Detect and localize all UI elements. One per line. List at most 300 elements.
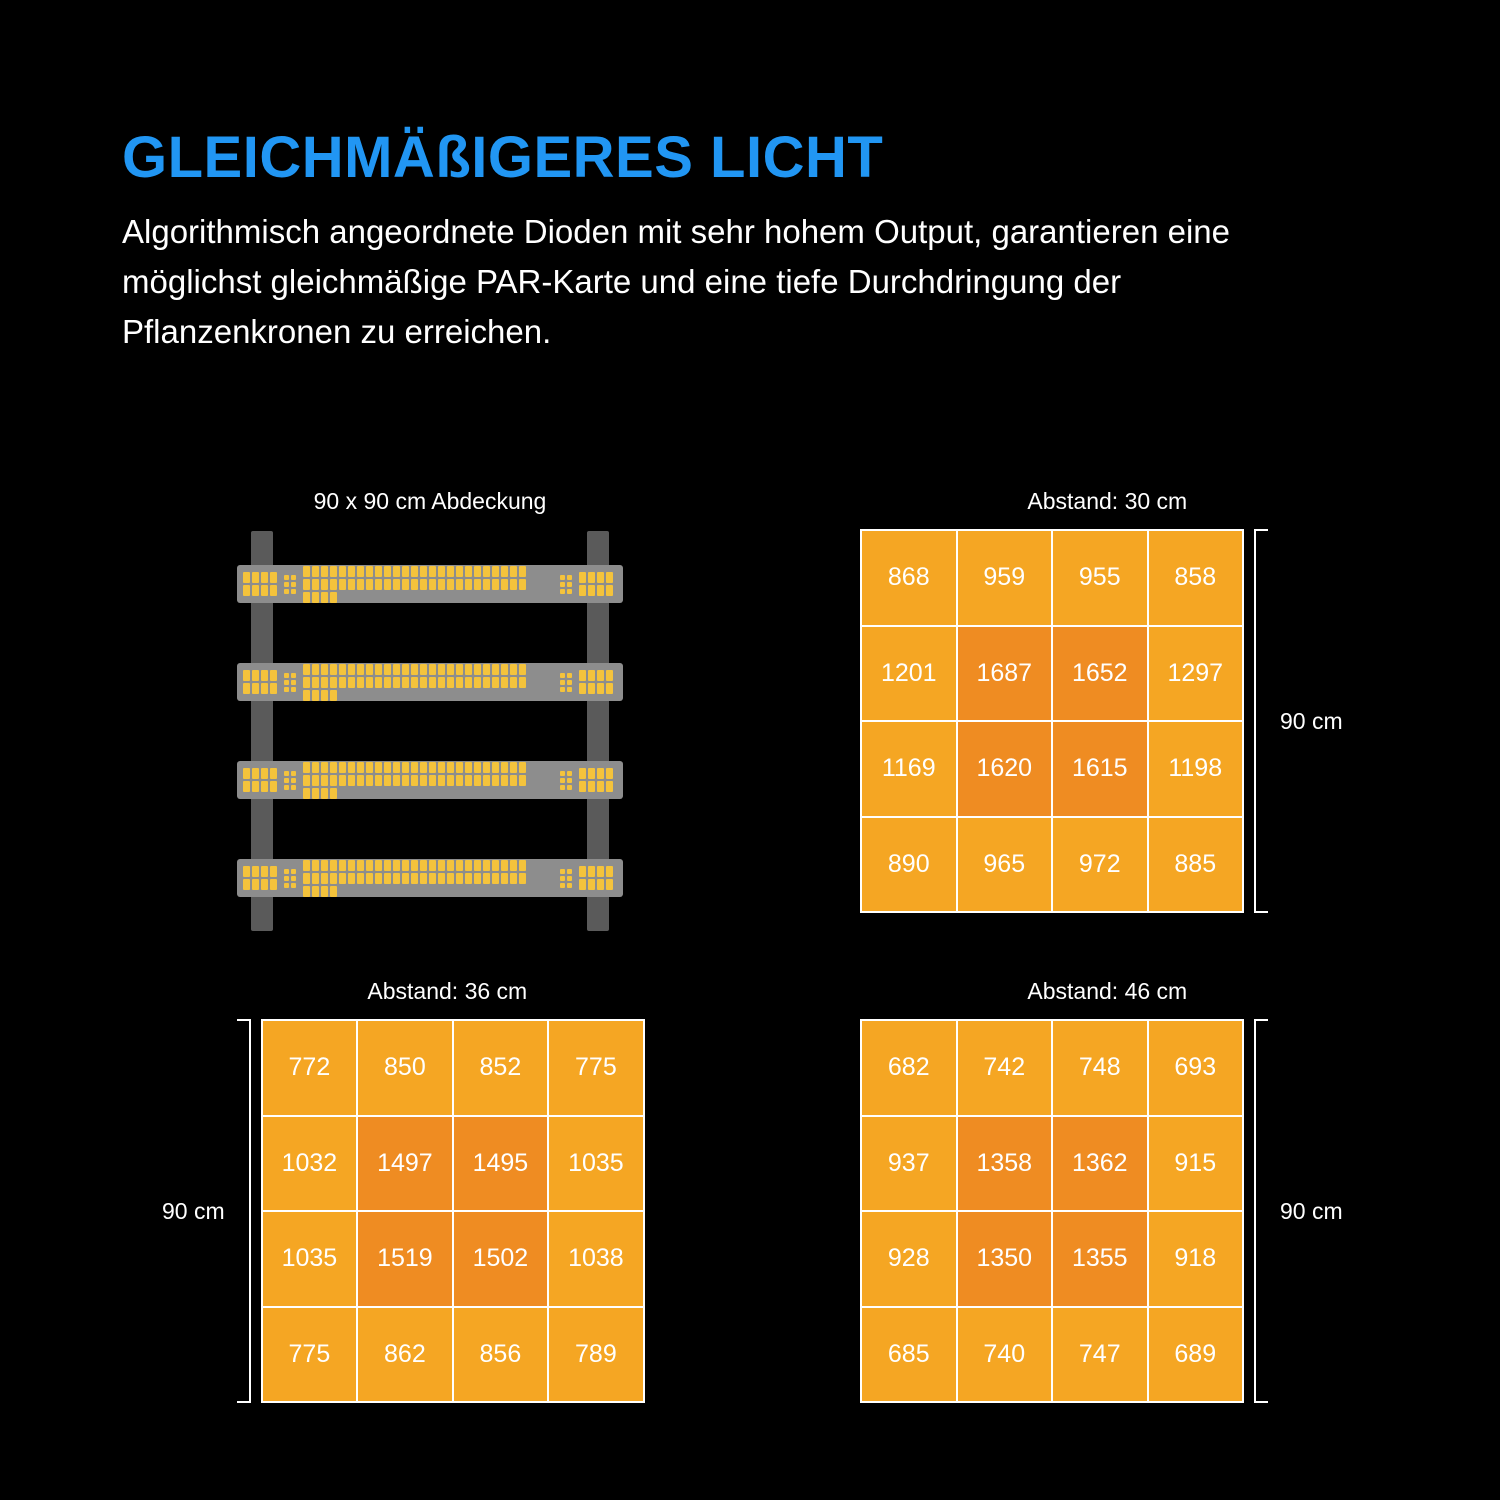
- led-bar: [237, 565, 623, 603]
- led-diode: [411, 566, 418, 577]
- led-diode: [474, 860, 481, 871]
- led-diode: [447, 579, 454, 590]
- led-diode: [429, 873, 436, 884]
- led-cluster: [579, 865, 617, 891]
- led-diode: [429, 677, 436, 688]
- led-diode: [384, 677, 391, 688]
- led-diode: [456, 873, 463, 884]
- par-cell: 1497: [358, 1117, 452, 1211]
- led-diode: [597, 866, 604, 877]
- led-diode: [321, 592, 328, 603]
- led-diode: [330, 592, 337, 603]
- led-diode: [567, 575, 572, 580]
- par-cell: 852: [454, 1021, 548, 1115]
- led-diode: [339, 677, 346, 688]
- led-diode: [411, 860, 418, 871]
- led-diode: [474, 579, 481, 590]
- led-diode: [501, 762, 508, 773]
- led-diode: [291, 680, 296, 685]
- led-diode: [402, 762, 409, 773]
- led-diode: [312, 886, 319, 897]
- led-diode: [312, 566, 319, 577]
- led-diode: [330, 788, 337, 799]
- led-diode: [402, 664, 409, 675]
- led-diode: [465, 762, 472, 773]
- par-map-30cm: [860, 488, 1355, 913]
- par-cell: 918: [1149, 1212, 1243, 1306]
- led-diode: [492, 579, 499, 590]
- led-diode: [456, 579, 463, 590]
- led-diode: [303, 664, 310, 675]
- led-diode: [384, 579, 391, 590]
- led-diode: [312, 579, 319, 590]
- led-diode: [321, 788, 328, 799]
- led-diode: [243, 781, 250, 792]
- led-diode: [429, 566, 436, 577]
- led-diode: [375, 566, 382, 577]
- par-cell: 1169: [862, 722, 956, 816]
- led-diode: [456, 566, 463, 577]
- led-diode: [284, 785, 289, 790]
- led-diode: [348, 677, 355, 688]
- led-diode: [330, 664, 337, 675]
- led-diode: [510, 860, 517, 871]
- dimension-bracket: [1254, 529, 1268, 913]
- led-diode: [510, 762, 517, 773]
- par-cell: 775: [549, 1021, 643, 1115]
- led-diode: [291, 785, 296, 790]
- par-cell: 1358: [958, 1117, 1052, 1211]
- led-diode: [291, 771, 296, 776]
- led-diode: [261, 683, 268, 694]
- led-diode: [366, 566, 373, 577]
- led-diode: [284, 582, 289, 587]
- led-diode: [375, 579, 382, 590]
- led-diode: [579, 585, 586, 596]
- led-diode: [243, 683, 250, 694]
- led-diode: [384, 873, 391, 884]
- page-title: GLEICHMÄßIGERES LICHT: [122, 125, 884, 190]
- led-diode: [606, 683, 613, 694]
- led-diode: [393, 664, 400, 675]
- led-diode: [438, 873, 445, 884]
- par-cell: 742: [958, 1021, 1052, 1115]
- par-cell: 693: [1149, 1021, 1243, 1115]
- led-cluster: [303, 571, 533, 597]
- led-diode: [291, 876, 296, 881]
- led-diode: [384, 860, 391, 871]
- led-diode: [420, 677, 427, 688]
- led-cluster: [284, 767, 300, 793]
- led-diode: [510, 677, 517, 688]
- led-diode: [321, 664, 328, 675]
- led-diode: [261, 768, 268, 779]
- led-diode: [567, 883, 572, 888]
- led-diode: [393, 677, 400, 688]
- led-diode: [312, 873, 319, 884]
- led-diode: [447, 677, 454, 688]
- led-cluster: [303, 669, 533, 695]
- par-cell: 890: [862, 818, 956, 912]
- par-grid: [261, 1019, 645, 1403]
- led-diode: [510, 873, 517, 884]
- led-diode: [567, 869, 572, 874]
- led-diode: [339, 566, 346, 577]
- led-diode: [284, 589, 289, 594]
- par-cell: 740: [958, 1308, 1052, 1402]
- par-cell: 858: [1149, 531, 1243, 625]
- led-diode: [393, 762, 400, 773]
- led-diode: [261, 866, 268, 877]
- led-diode: [339, 775, 346, 786]
- led-diode: [429, 775, 436, 786]
- led-diode: [456, 762, 463, 773]
- led-diode: [492, 873, 499, 884]
- led-diode: [429, 762, 436, 773]
- led-diode: [252, 585, 259, 596]
- led-diode: [606, 866, 613, 877]
- led-diode: [588, 768, 595, 779]
- par-cell: 955: [1053, 531, 1147, 625]
- par-cell: 862: [358, 1308, 452, 1402]
- par-map-title: Abstand: 36 cm: [367, 978, 528, 1004]
- led-cluster: [243, 767, 281, 793]
- led-diode: [393, 775, 400, 786]
- led-diode: [243, 585, 250, 596]
- par-cell: 1620: [958, 722, 1052, 816]
- led-diode: [321, 873, 328, 884]
- led-diode: [474, 762, 481, 773]
- led-diode: [579, 879, 586, 890]
- led-diode: [312, 677, 319, 688]
- led-diode: [420, 775, 427, 786]
- par-cell: 1201: [862, 627, 956, 721]
- led-diode: [357, 873, 364, 884]
- led-diode: [357, 677, 364, 688]
- led-diode: [588, 670, 595, 681]
- led-cluster: [243, 669, 281, 695]
- led-diode: [560, 687, 565, 692]
- led-diode: [330, 886, 337, 897]
- led-diode: [429, 579, 436, 590]
- led-diode: [474, 775, 481, 786]
- led-diode: [261, 572, 268, 583]
- led-diode: [510, 775, 517, 786]
- led-diode: [284, 883, 289, 888]
- led-diode: [291, 589, 296, 594]
- led-diode: [420, 579, 427, 590]
- led-diode: [438, 566, 445, 577]
- led-diode: [579, 683, 586, 694]
- par-cell: 1350: [958, 1212, 1052, 1306]
- led-diode: [597, 585, 604, 596]
- led-diode: [321, 886, 328, 897]
- led-diode: [447, 860, 454, 871]
- led-diode: [510, 664, 517, 675]
- led-diode: [588, 781, 595, 792]
- led-diode: [567, 673, 572, 678]
- led-diode: [492, 566, 499, 577]
- led-diode: [348, 566, 355, 577]
- led-diode: [321, 677, 328, 688]
- led-diode: [330, 690, 337, 701]
- led-diode: [270, 781, 277, 792]
- led-diode: [375, 775, 382, 786]
- led-diode: [284, 687, 289, 692]
- par-cell: 959: [958, 531, 1052, 625]
- led-diode: [429, 664, 436, 675]
- led-diode: [411, 677, 418, 688]
- led-diode: [243, 572, 250, 583]
- led-diode: [588, 866, 595, 877]
- led-diode: [366, 762, 373, 773]
- led-diode: [560, 771, 565, 776]
- led-diode: [303, 690, 310, 701]
- led-diode: [560, 680, 565, 685]
- led-diode: [375, 860, 382, 871]
- led-diode: [420, 762, 427, 773]
- led-diode: [330, 566, 337, 577]
- led-diode: [465, 873, 472, 884]
- led-diode: [252, 572, 259, 583]
- led-diode: [402, 873, 409, 884]
- led-diode: [339, 664, 346, 675]
- led-diode: [579, 866, 586, 877]
- led-diode: [492, 762, 499, 773]
- led-diode: [303, 592, 310, 603]
- led-cluster: [579, 571, 617, 597]
- led-diode: [597, 683, 604, 694]
- led-diode: [483, 762, 490, 773]
- led-diode: [339, 579, 346, 590]
- led-diode: [348, 579, 355, 590]
- led-diode: [606, 585, 613, 596]
- led-diode: [438, 860, 445, 871]
- led-cluster: [243, 571, 281, 597]
- dimension-bracket: [237, 1019, 251, 1403]
- par-grid: [860, 529, 1244, 913]
- led-diode: [519, 762, 526, 773]
- led-diode: [312, 775, 319, 786]
- led-diode: [519, 677, 526, 688]
- led-diode: [465, 677, 472, 688]
- par-cell: 1495: [454, 1117, 548, 1211]
- led-cluster: [243, 865, 281, 891]
- led-diode: [606, 670, 613, 681]
- led-diode: [438, 762, 445, 773]
- par-cell: 1355: [1053, 1212, 1147, 1306]
- par-map-title: Abstand: 30 cm: [1027, 488, 1188, 514]
- par-cell: 789: [549, 1308, 643, 1402]
- led-diode: [375, 762, 382, 773]
- led-diode: [261, 879, 268, 890]
- led-diode: [597, 879, 604, 890]
- led-diode: [291, 869, 296, 874]
- led-diode: [420, 873, 427, 884]
- par-cell: 685: [862, 1308, 956, 1402]
- led-diode: [284, 876, 289, 881]
- led-diode: [465, 860, 472, 871]
- led-diode: [348, 873, 355, 884]
- led-diode: [291, 673, 296, 678]
- led-diode: [291, 575, 296, 580]
- led-diode: [243, 866, 250, 877]
- led-diode: [510, 579, 517, 590]
- led-diode: [270, 879, 277, 890]
- led-diode: [252, 670, 259, 681]
- led-diode: [519, 775, 526, 786]
- led-diode: [420, 860, 427, 871]
- led-diode: [252, 683, 259, 694]
- led-diode: [560, 589, 565, 594]
- led-diode: [519, 664, 526, 675]
- dimension-label: 90 cm: [1280, 1197, 1343, 1224]
- led-diode: [357, 579, 364, 590]
- led-diode: [588, 683, 595, 694]
- par-cell: 1519: [358, 1212, 452, 1306]
- led-diode: [560, 673, 565, 678]
- led-diode: [402, 566, 409, 577]
- par-map-46cm: [860, 978, 1355, 1403]
- led-cluster: [560, 865, 576, 891]
- led-diode: [339, 873, 346, 884]
- led-diode: [560, 883, 565, 888]
- led-diode: [420, 664, 427, 675]
- led-diode: [321, 775, 328, 786]
- led-diode: [501, 579, 508, 590]
- par-cell: 1687: [958, 627, 1052, 721]
- led-diode: [261, 670, 268, 681]
- par-map-36cm: [150, 978, 645, 1403]
- led-diode: [492, 664, 499, 675]
- par-cell: 1035: [549, 1117, 643, 1211]
- led-diode: [492, 860, 499, 871]
- led-diode: [312, 664, 319, 675]
- led-diode: [243, 768, 250, 779]
- led-diode: [560, 575, 565, 580]
- led-diode: [411, 579, 418, 590]
- led-diode: [465, 664, 472, 675]
- led-diode: [438, 579, 445, 590]
- par-cell: 1198: [1149, 722, 1243, 816]
- led-bar: [237, 663, 623, 701]
- par-cell: 772: [263, 1021, 357, 1115]
- par-cell: 1035: [263, 1212, 357, 1306]
- led-diode: [402, 860, 409, 871]
- led-diode: [366, 677, 373, 688]
- led-diode: [303, 873, 310, 884]
- led-diode: [291, 883, 296, 888]
- led-diode: [438, 775, 445, 786]
- led-cluster: [303, 767, 533, 793]
- led-diode: [567, 687, 572, 692]
- led-diode: [606, 781, 613, 792]
- led-diode: [270, 572, 277, 583]
- led-diode: [303, 886, 310, 897]
- led-diode: [588, 572, 595, 583]
- led-diode: [474, 677, 481, 688]
- par-cell: 972: [1053, 818, 1147, 912]
- led-diode: [375, 677, 382, 688]
- led-diode: [357, 664, 364, 675]
- led-cluster: [560, 767, 576, 793]
- led-diode: [465, 775, 472, 786]
- fixture-diagram: [190, 488, 670, 931]
- led-diode: [501, 677, 508, 688]
- led-cluster: [303, 865, 533, 891]
- led-diode: [303, 579, 310, 590]
- led-diode: [393, 566, 400, 577]
- led-diode: [447, 762, 454, 773]
- led-diode: [366, 873, 373, 884]
- led-diode: [261, 781, 268, 792]
- led-diode: [560, 869, 565, 874]
- led-cluster: [284, 865, 300, 891]
- led-diode: [270, 585, 277, 596]
- led-diode: [357, 860, 364, 871]
- led-diode: [519, 873, 526, 884]
- led-diode: [483, 579, 490, 590]
- led-diode: [501, 873, 508, 884]
- led-cluster: [560, 669, 576, 695]
- led-diode: [483, 664, 490, 675]
- led-diode: [474, 664, 481, 675]
- led-diode: [393, 579, 400, 590]
- par-cell: 1502: [454, 1212, 548, 1306]
- led-diode: [375, 664, 382, 675]
- page-subtitle: Algorithmisch angeordnete Dioden mit sehr hohem Output, garantieren eine möglichst gleichmäßige PAR-Karte und eine tiefe Durchdringung der Pflanzenkronen zu erreichen.: [122, 212, 1230, 351]
- par-map-title: Abstand: 46 cm: [1027, 978, 1188, 1004]
- led-diode: [303, 677, 310, 688]
- led-diode: [456, 664, 463, 675]
- led-diode: [402, 775, 409, 786]
- led-cluster: [579, 767, 617, 793]
- led-diode: [501, 566, 508, 577]
- led-diode: [560, 785, 565, 790]
- led-diode: [567, 680, 572, 685]
- par-cell: 1297: [1149, 627, 1243, 721]
- led-diode: [588, 879, 595, 890]
- par-cell: 868: [862, 531, 956, 625]
- led-diode: [270, 768, 277, 779]
- led-diode: [291, 582, 296, 587]
- led-diode: [339, 762, 346, 773]
- led-diode: [243, 670, 250, 681]
- led-diode: [567, 785, 572, 790]
- led-diode: [303, 762, 310, 773]
- led-diode: [465, 566, 472, 577]
- led-diode: [447, 566, 454, 577]
- led-diode: [519, 860, 526, 871]
- led-diode: [560, 582, 565, 587]
- led-diode: [465, 579, 472, 590]
- dimension-label: 90 cm: [1280, 707, 1343, 734]
- led-diode: [567, 778, 572, 783]
- led-diode: [402, 579, 409, 590]
- led-diode: [597, 768, 604, 779]
- led-diode: [291, 778, 296, 783]
- par-cell: 775: [263, 1308, 357, 1402]
- led-diode: [606, 572, 613, 583]
- par-cell: 748: [1053, 1021, 1147, 1115]
- led-diode: [330, 677, 337, 688]
- led-cluster: [284, 669, 300, 695]
- led-diode: [330, 775, 337, 786]
- led-diode: [321, 860, 328, 871]
- led-diode: [384, 566, 391, 577]
- led-diode: [483, 677, 490, 688]
- led-diode: [261, 585, 268, 596]
